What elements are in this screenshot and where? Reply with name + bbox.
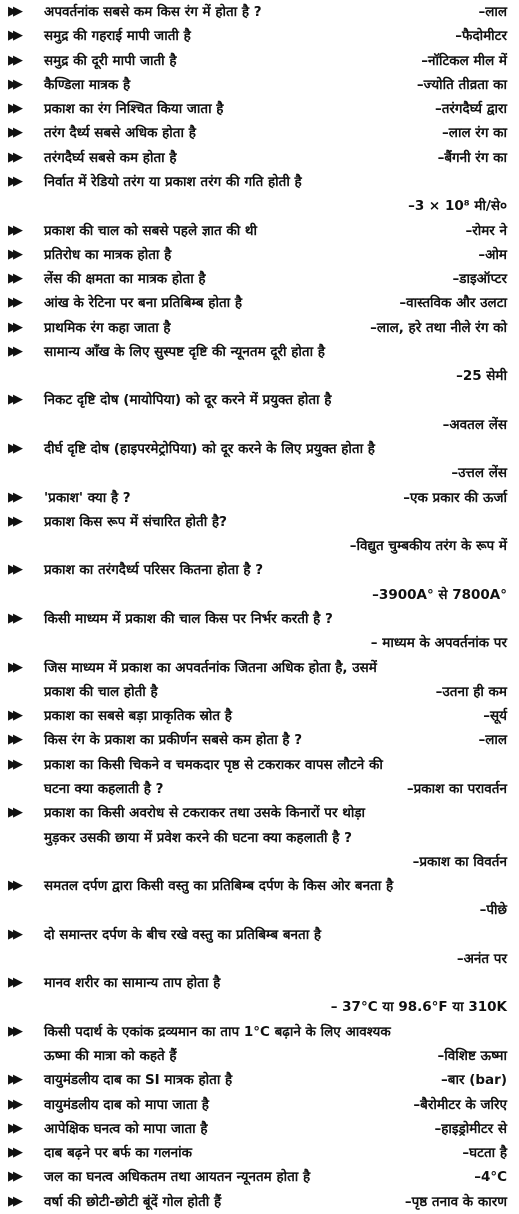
answer-text: –3 × 10⁸ मी/से० [408,198,507,215]
question-text: प्रकाश का सबसे बड़ा प्राकृतिक स्रोत है [44,708,232,725]
double-arrow-bullet-icon: ▶▶ [8,1145,18,1161]
question-text: किसी पदार्थ के एकांक द्रव्यमान का ताप 1°C बढ़ाने के लिए आवश्यक [44,1023,391,1040]
list-item [0,680,519,704]
answer-text: –बार (bar) [441,1072,507,1089]
list-item [0,995,519,1019]
list-item [0,1068,519,1092]
list-item [0,388,519,412]
answer-text: –3900A° से 7800A° [372,586,507,603]
list-item [0,971,519,995]
double-arrow-bullet-icon: ▶▶ [8,173,18,189]
question-text: दीर्घ दृष्टि दोष (हाइपरमेट्रोपिया) को दूर करने के लिए प्रयुक्त होता है [44,441,375,458]
question-text: प्रकाश की चाल को सबसे पहले ज्ञात की थी [44,222,258,239]
answer-text: –पृष्ठ तनाव के कारण [404,1193,507,1210]
answer-text: –तरंगदैर्घ्य द्वारा [434,101,507,118]
question-continuation: प्रकाश की चाल होती है [44,683,158,700]
double-arrow-bullet-icon: ▶▶ [8,222,18,238]
answer-text: –लाल रंग का [442,125,507,142]
list-item [0,631,519,655]
question-continuation: मुड़कर उसकी छाया में प्रवेश करने की घटना क्या कहलाती है ? [44,829,352,846]
list-item [0,49,519,73]
list-item [0,801,519,825]
answer-text: –विशिष्ट ऊष्मा [437,1048,507,1065]
question-text: वर्षा की छोटी-छोटी बूंदें गोल होती हैं [44,1193,222,1210]
list-item [0,510,519,534]
double-arrow-bullet-icon: ▶▶ [8,1193,18,1209]
double-arrow-bullet-icon: ▶▶ [8,1096,18,1112]
question-text: प्रकाश का रंग निश्चित किया जाता है [44,101,224,118]
double-arrow-bullet-icon: ▶▶ [8,659,18,675]
list-item [0,0,519,24]
double-arrow-bullet-icon: ▶▶ [8,441,18,457]
list-item [0,850,519,874]
double-arrow-bullet-icon: ▶▶ [8,878,18,894]
answer-text: –प्रकाश का विवर्तन [412,853,507,870]
list-item [0,194,519,218]
question-text: समुद्र की दूरी मापी जाती है [44,52,177,69]
question-text: दो समान्तर दर्पण के बीच रखे वस्तु का प्रतिबिम्ब बनता है [44,926,322,943]
list-item [0,364,519,388]
answer-text: –लाल [478,732,507,749]
answer-text: –25 सेमी [456,368,507,385]
question-text: जिस माध्यम में प्रकाश का अपवर्तनांक जितना अधिक होता है, उसमें [44,659,377,676]
double-arrow-bullet-icon: ▶▶ [8,101,18,117]
double-arrow-bullet-icon: ▶▶ [8,1023,18,1039]
answer-text: –प्रकाश का परावर्तन [406,780,507,797]
question-text: तरंगदैर्घ्य सबसे कम होता है [44,149,177,166]
double-arrow-bullet-icon: ▶▶ [8,562,18,578]
list-item [0,267,519,291]
answer-text: –विद्युत चुम्बकीय तरंग के रूप में [349,538,507,555]
answer-text: –एक प्रकार की ऊर्जा [403,489,507,506]
answer-text: –हाइड्रोमीटर से [434,1120,507,1137]
double-arrow-bullet-icon: ▶▶ [8,52,18,68]
question-text: तरंग दैर्ध्य सबसे अधिक होता है [44,125,196,142]
list-item [0,534,519,558]
list-item [0,898,519,922]
question-text: निकट दृष्टि दोष (मायोपिया) को दूर करने में प्रयुक्त होता है [44,392,332,409]
list-item [0,291,519,315]
double-arrow-bullet-icon: ▶▶ [8,489,18,505]
list-item [0,656,519,680]
double-arrow-bullet-icon: ▶▶ [8,513,18,529]
answer-text: –बैरोमीटर के जरिए [413,1096,507,1113]
list-item [0,1093,519,1117]
question-text: प्रकाश का तरंगदैर्ध्य परिसर कितना होता है ? [44,562,264,579]
question-text: प्रकाश का किसी चिकने व चमकदार पृष्ठ से टकराकर वापस लौटने की [44,756,383,773]
question-text: समतल दर्पण द्वारा किसी वस्तु का प्रतिबिम्ब दर्पण के किस ओर बनता है [44,878,394,895]
list-item [0,777,519,801]
double-arrow-bullet-icon: ▶▶ [8,1120,18,1136]
double-arrow-bullet-icon: ▶▶ [8,271,18,287]
answer-text: –लाल, हरे तथा नीले रंग को [370,319,507,336]
answer-text: –घटता है [462,1145,507,1162]
double-arrow-bullet-icon: ▶▶ [8,611,18,626]
question-text: आंख के रेटिना पर बना प्रतिबिम्ब होता है [44,295,243,312]
list-item [0,316,519,340]
list-item [0,146,519,170]
list-item [0,607,519,631]
answer-text: –4°C [474,1169,507,1186]
list-item [0,728,519,752]
answer-text: –फैदोमीटर [455,28,507,45]
list-item [0,340,519,364]
answer-text: –वास्तविक और उलटा [399,295,507,312]
list-item [0,243,519,267]
double-arrow-bullet-icon: ▶▶ [8,28,18,44]
question-text: वायुमंडलीय दाब को मापा जाता है [44,1096,209,1113]
double-arrow-bullet-icon: ▶▶ [8,76,18,92]
double-arrow-bullet-icon: ▶▶ [8,975,18,991]
double-arrow-bullet-icon: ▶▶ [8,926,18,942]
answer-text: – माध्यम के अपवर्तनांक पर [370,635,507,652]
double-arrow-bullet-icon: ▶▶ [8,392,18,408]
question-text: 'प्रकाश' क्या है ? [44,489,131,506]
answer-text: –डाइऑप्टर [452,271,507,288]
question-text: आपेक्षिक घनत्व को मापा जाता है [44,1120,208,1137]
answer-text: –उतना ही कम [435,683,507,700]
list-item [0,97,519,121]
question-text: प्रकाश का किसी अवरोध से टकराकर तथा उसके किनारों पर थोड़ा [44,805,366,822]
list-item [0,874,519,898]
question-text: कैण्डिला मात्रक है [44,76,131,93]
question-text: प्राथमिक रंग कहा जाता है [44,319,171,336]
list-item [0,923,519,947]
list-item [0,826,519,850]
answer-text: –बैंगनी रंग का [437,149,507,166]
list-item [0,1117,519,1141]
answer-text: –अवतल लेंस [442,416,507,433]
answer-text: –ज्योति तीव्रता का [416,76,507,93]
double-arrow-bullet-icon: ▶▶ [8,805,18,821]
double-arrow-bullet-icon: ▶▶ [8,149,18,165]
question-text: अपवर्तनांक सबसे कम किस रंग में होता है ? [44,4,262,20]
double-arrow-bullet-icon: ▶▶ [8,319,18,335]
double-arrow-bullet-icon: ▶▶ [8,295,18,311]
answer-text: –नॉटिकल मील में [421,52,507,69]
answer-text: –पीछे [479,902,507,919]
list-item [0,1190,519,1214]
list-item [0,486,519,510]
answer-text: –उत्तल लेंस [451,465,507,482]
question-text: लेंस की क्षमता का मात्रक होता है [44,271,206,288]
list-item [0,704,519,728]
double-arrow-bullet-icon: ▶▶ [8,756,18,772]
list-item [0,947,519,971]
double-arrow-bullet-icon: ▶▶ [8,1169,18,1185]
answer-text: –लाल [478,4,507,20]
double-arrow-bullet-icon: ▶▶ [8,4,18,19]
question-text: दाब बढ़ने पर बर्फ का गलनांक [44,1145,192,1162]
question-text: सामान्य आँख के लिए सुस्पष्ट दृष्टि की न्यूनतम दूरी होता है [44,343,325,360]
answer-text: –अनंत पर [456,950,507,967]
list-item [0,558,519,582]
question-text: प्रकाश किस रूप में संचारित होती है? [44,513,227,530]
list-item [0,121,519,145]
list-item [0,583,519,607]
question-text: जल का घनत्व अधिकतम तथा आयतन न्यूनतम होता है [44,1169,311,1186]
question-text: प्रतिरोध का मात्रक होता है [44,246,172,263]
list-item [0,437,519,461]
answer-text: –ओम [478,246,507,263]
list-item [0,753,519,777]
double-arrow-bullet-icon: ▶▶ [8,732,18,748]
question-text: किसी माध्यम में प्रकाश की चाल किस पर निर्भर करती है ? [44,611,333,627]
list-item [0,461,519,485]
answer-text: –रोमर ने [465,222,507,239]
list-item [0,219,519,243]
question-text: समुद्र की गहराई मापी जाती है [44,28,191,45]
question-continuation: घटना क्या कहलाती है ? [44,780,164,797]
double-arrow-bullet-icon: ▶▶ [8,708,18,724]
list-item [0,1020,519,1044]
answer-text: –सूर्य [483,708,507,725]
list-item [0,24,519,48]
question-text: किस रंग के प्रकाश का प्रकीर्णन सबसे कम होता है ? [44,732,303,749]
double-arrow-bullet-icon: ▶▶ [8,246,18,262]
list-item [0,1165,519,1189]
list-item [0,1141,519,1165]
double-arrow-bullet-icon: ▶▶ [8,125,18,141]
question-text: वायुमंडलीय दाब का SI मात्रक होता है [44,1072,233,1089]
list-item [0,73,519,97]
answer-text: – 37°C या 98.6°F या 310K [330,999,507,1016]
list-item [0,170,519,194]
list-item [0,413,519,437]
question-text: मानव शरीर का सामान्य ताप होता है [44,975,221,992]
list-item [0,1044,519,1068]
question-continuation: ऊष्मा की मात्रा को कहते हैं [44,1048,177,1065]
question-text: निर्वात में रेडियो तरंग या प्रकाश तरंग की गति होती है [44,173,302,190]
double-arrow-bullet-icon: ▶▶ [8,1072,18,1088]
double-arrow-bullet-icon: ▶▶ [8,343,18,359]
